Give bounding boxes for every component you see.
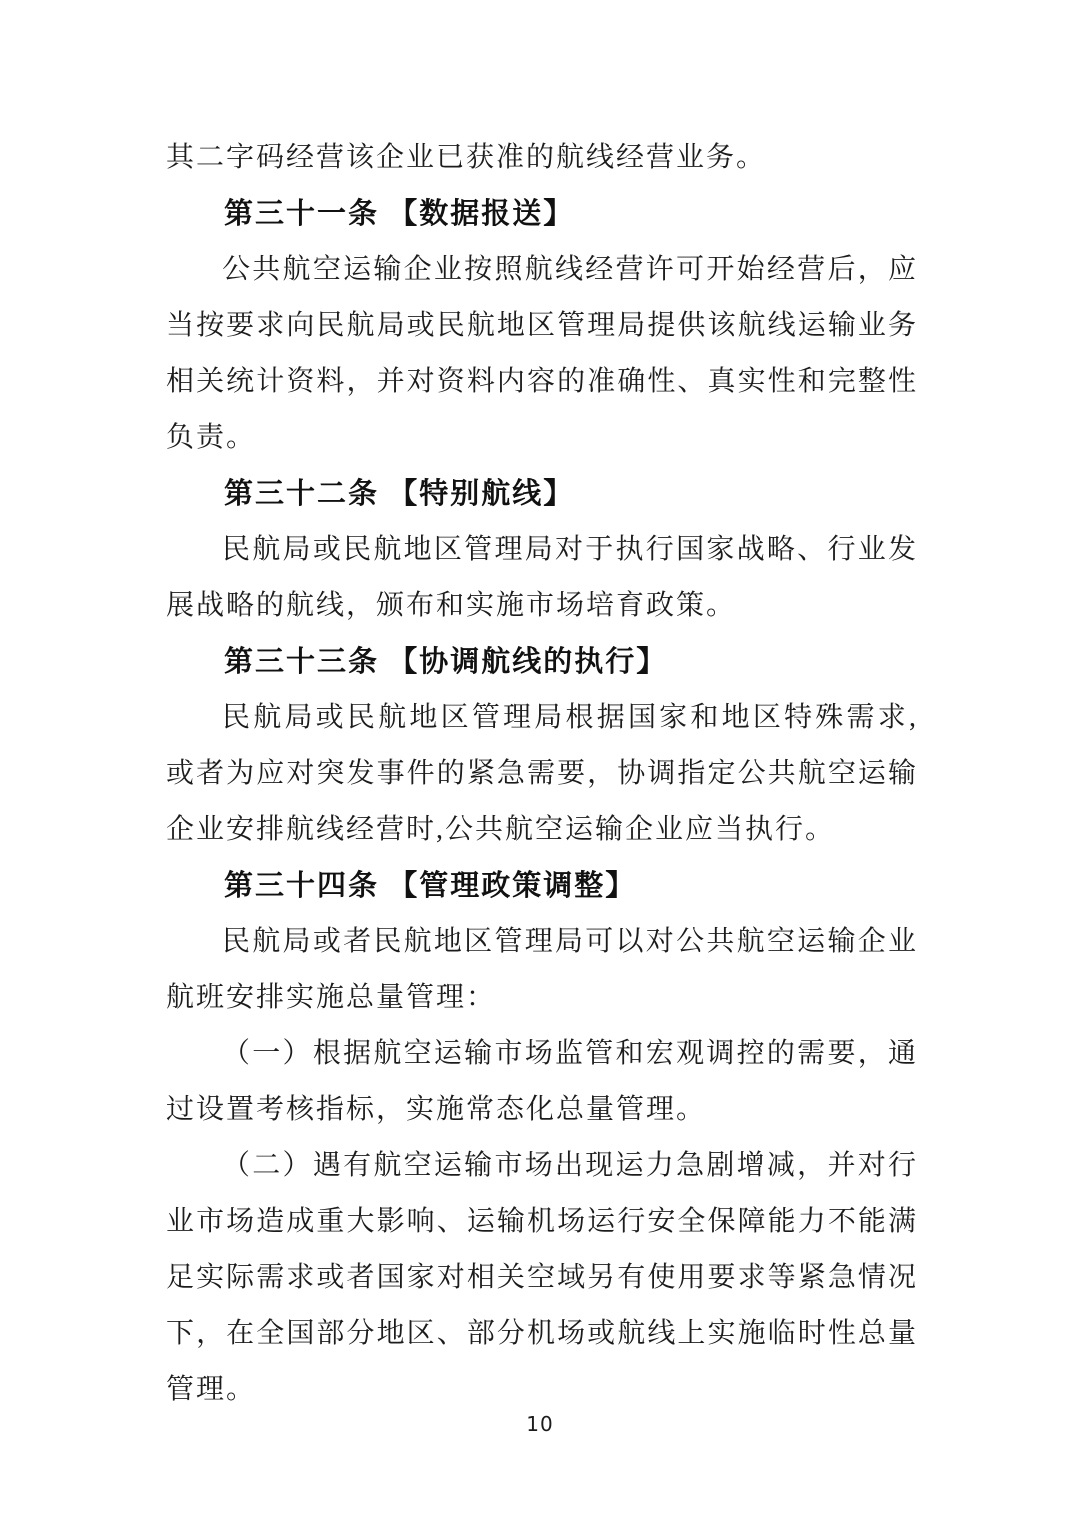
article-32-heading: 第三十二条 【特别航线】: [224, 478, 575, 510]
article-31-heading: 第三十一条 【数据报送】: [224, 198, 575, 230]
article-34-body: 民航局或者民航地区管理局可以对公共航空运输企业航班安排实施总量管理：: [166, 926, 918, 1013]
article-32-body: 民航局或民航地区管理局对于执行国家战略、行业发展战略的航线，颁布和实施市场培育政策。: [166, 534, 918, 621]
article-34-item-1: （一）根据航空运输市场监管和宏观调控的需要，通过设置考核指标，实施常态化总量管理。: [166, 1038, 918, 1125]
article-33-heading: 第三十三条 【协调航线的执行】: [224, 646, 668, 678]
article-31-body: 公共航空运输企业按照航线经营许可开始经营后，应当按要求向民航局或民航地区管理局提供该航线运输业务相关统计资料，并对资料内容的准确性、真实性和完整性负责。: [166, 254, 918, 453]
article-34-item-2: （二）遇有航空运输市场出现运力急剧增减，并对行业市场造成重大影响、运输机场运行安全保障能力不能满足实际需求或者国家对相关空域另有使用要求等紧急情况下，在全国部分地区、部分机场或航线上实施临时性总量管理。: [166, 1150, 918, 1405]
article-33-body: 民航局或民航地区管理局根据国家和地区特殊需求,或者为应对突发事件的紧急需要，协调指定公共航空运输企业安排航线经营时,公共航空运输企业应当执行。: [166, 702, 918, 845]
article-34-heading: 第三十四条 【管理政策调整】: [224, 870, 637, 902]
document-content: [166, 130, 918, 1418]
page-number: 10: [526, 1412, 554, 1436]
paragraph-continuation: 其二字码经营该企业已获准的航线经营业务。: [166, 142, 767, 173]
